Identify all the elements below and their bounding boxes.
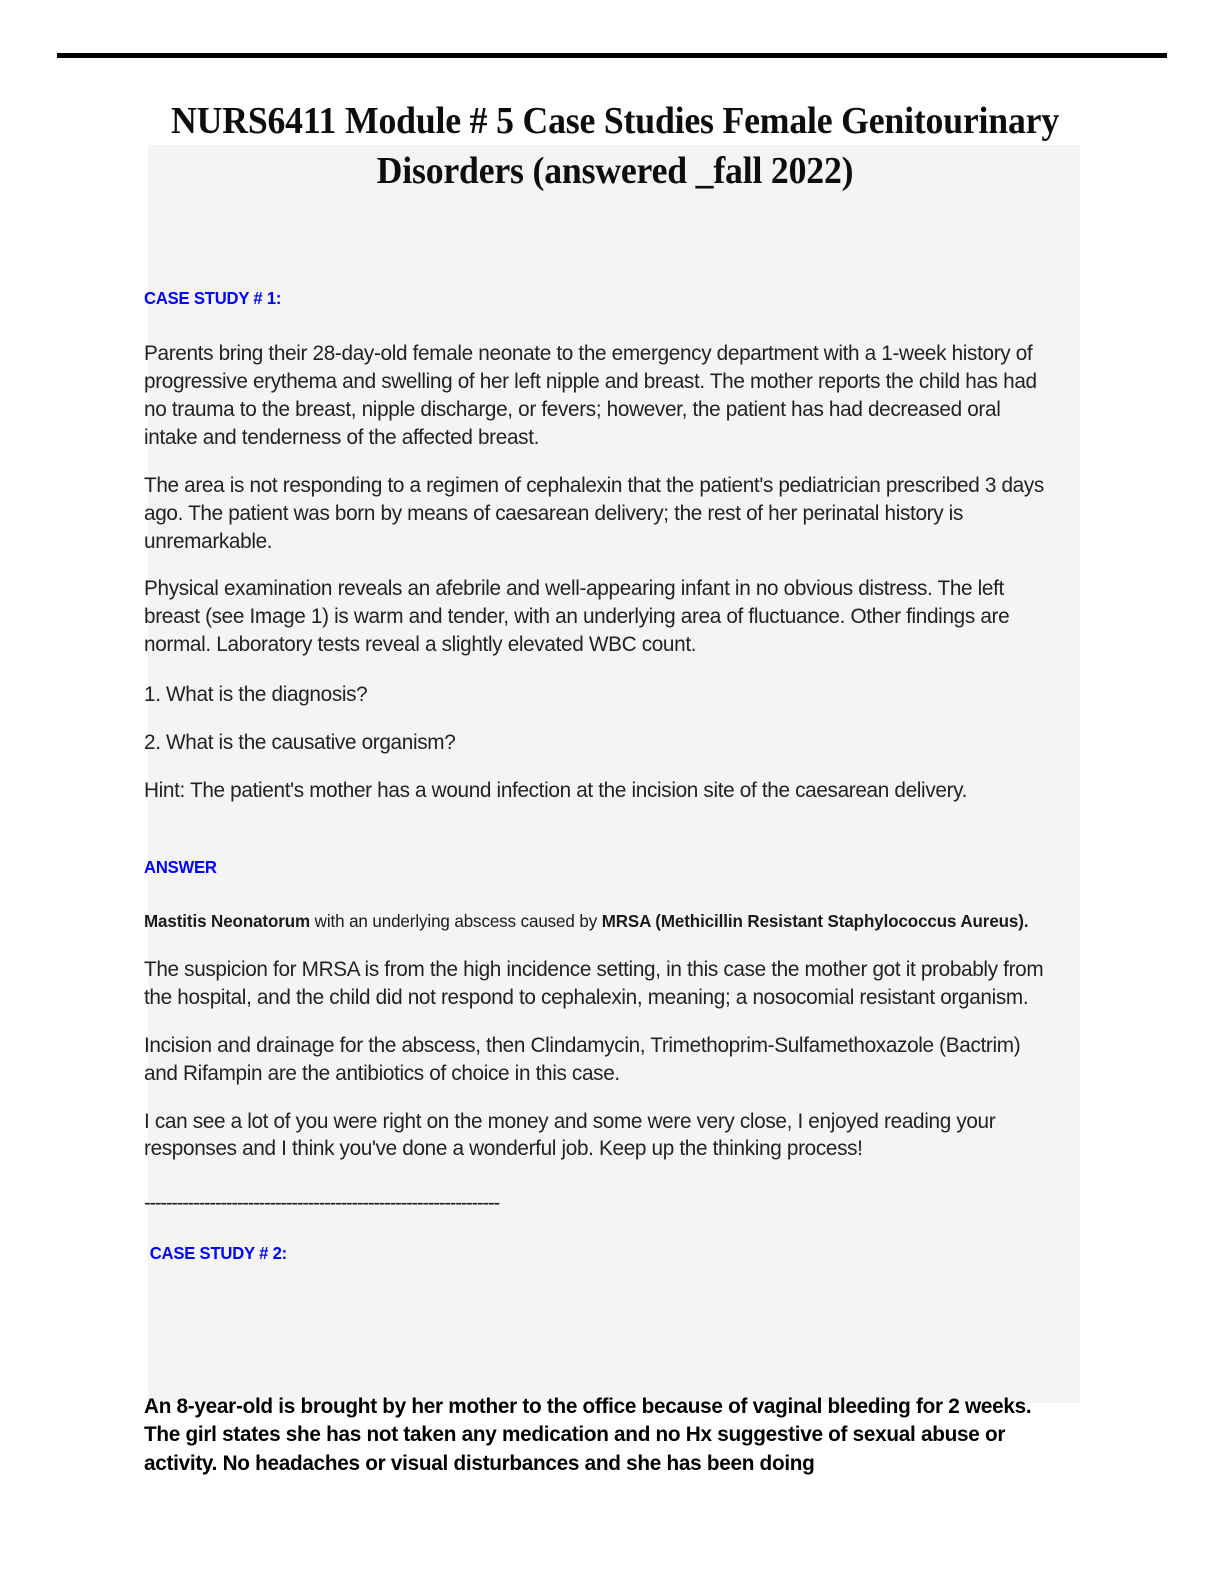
answer-diagnosis-line [144, 909, 1056, 934]
case-study-1-question-2: 2. What is the causative organism? [144, 730, 456, 755]
case-study-2-body [144, 1392, 1094, 1477]
answer-paragraph-1: The suspicion for MRSA is from the high incidence setting, in this case the mother got it probably from the hospital, and the child did not respond to cephalexin, meaning; a nosocomial resistant organism. [144, 956, 1044, 1009]
answer-organism-term: MRSA (Methicillin Resistant Staphylococcus Aureus). [601, 910, 1029, 931]
case-study-1-paragraph-3: Physical examination reveals an afebrile and well-appearing infant in no obvious distress. The left breast (see Image 1) is warm and tender, with an underlying area of fluctuance. Other findings are normal. Laboratory tests reveal a slightly elevated WBC count. [144, 576, 1010, 657]
spacer [144, 659, 1084, 681]
spacer [144, 310, 1084, 340]
answer-heading: ANSWER [144, 857, 217, 878]
case-study-1-heading: CASE STUDY # 1: [144, 288, 282, 308]
spacer [144, 805, 1084, 857]
case-study-1-question-1: 1. What is the diagnosis? [144, 682, 368, 707]
case-study-2-paragraph: An 8-year-old is brought by her mother to the office because of vaginal bleeding for 2 weeks. The girl states she has not taken any medication and no Hx suggestive of sexual abuse or activity. No headaches or visual disturbances and she has been doing [144, 1394, 1032, 1475]
case-study-1-hint: Hint: The patient's mother has a wound infection at the incision site of the caesarean delivery. [144, 778, 968, 803]
spacer [144, 1163, 1084, 1193]
spacer [144, 934, 1084, 956]
case-study-2-heading: CASE STUDY # 2: [149, 1243, 287, 1264]
page-title: NURS6411 Module # 5 Case Studies Female Genitourinary Disorders (answered _fall 2022) [170, 100, 1059, 193]
answer-paragraph-3: I can see a lot of you were right on the money and some were very close, I enjoyed reading your responses and I think you've done a wonderful job. Keep up the thinking process! [144, 1108, 996, 1161]
document-body [144, 288, 1084, 1265]
case-study-1-paragraph-1: Parents bring their 28-day-old female neonate to the emergency department with a 1-week history of progressive erythema and swelling of her left nipple and breast. The mother reports the child has had no trauma to the breast, nipple discharge, or fevers; however, the patient has had decreased oral intake and tenderness of the affected breast. [144, 340, 1037, 449]
section-separator: ----------------------------------------------------------------- [144, 1193, 499, 1214]
answer-paragraph-2: Incision and drainage for the abscess, then Clindamycin, Trimethoprim-Sulfamethoxazole (Bactrim) and Rifampin are the antibiotics of choice in this case. [144, 1032, 1021, 1085]
spacer [144, 1213, 1084, 1243]
answer-diagnosis-connector: with an underlying abscess caused by [310, 910, 602, 931]
case-study-1-paragraph-2: The area is not responding to a regimen of cephalexin that the patient's pediatrician prescribed 3 days ago. The patient was born by means of caesarean delivery; the rest of her perinatal history is unremarkable. [144, 472, 1044, 553]
spacer [144, 879, 1084, 909]
answer-diagnosis-term: Mastitis Neonatorum [144, 910, 311, 931]
header-rule [57, 53, 1167, 58]
